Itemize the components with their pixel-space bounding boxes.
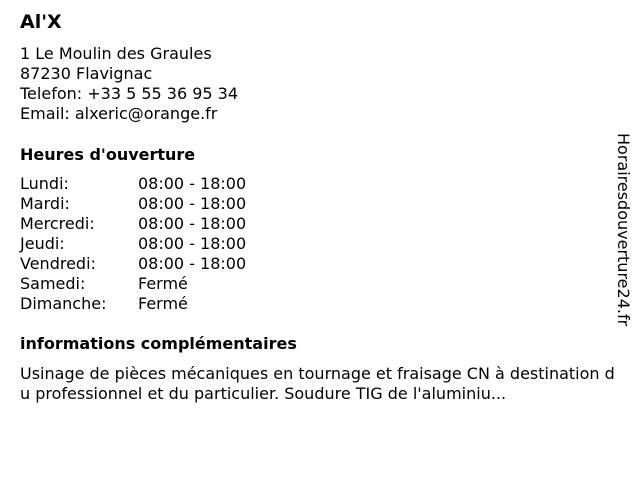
phone-number: Telefon: +33 5 55 36 95 34 <box>20 84 239 103</box>
street-address: 1 Le Moulin des Graules <box>20 44 212 63</box>
company-name: Al'X <box>20 11 62 33</box>
additional-info-heading: informations complémentaires <box>20 334 297 353</box>
city-postal: 87230 Flavignac <box>20 64 153 83</box>
opening-hours-table <box>20 174 246 314</box>
hours-row-saturday <box>20 274 246 294</box>
hours-value: Fermé <box>138 274 188 293</box>
hours-row-wednesday <box>20 214 246 234</box>
hours-value: 08:00 - 18:00 <box>138 194 247 213</box>
email-address: Email: alxeric@orange.fr <box>20 104 218 123</box>
day-label: Vendredi: <box>20 254 96 273</box>
business-description: Usinage de pièces mécaniques en tournage et fraisage CN à destination du professionnel et du particulier. Soudure TIG de l'aluminiu... <box>20 364 615 403</box>
hours-value: 08:00 - 18:00 <box>138 214 247 233</box>
day-label: Mardi: <box>20 194 70 213</box>
hours-value: 08:00 - 18:00 <box>138 254 247 273</box>
hours-value: 08:00 - 18:00 <box>138 234 247 253</box>
hours-row-thursday <box>20 234 246 254</box>
hours-row-tuesday <box>20 194 246 214</box>
opening-hours-heading: Heures d'ouverture <box>20 145 196 164</box>
hours-row-monday <box>20 174 246 194</box>
day-label: Samedi: <box>20 274 86 293</box>
day-label: Jeudi: <box>20 234 65 253</box>
hours-row-sunday <box>20 294 246 314</box>
day-label: Lundi: <box>20 174 69 193</box>
hours-row-friday <box>20 254 246 274</box>
day-label: Mercredi: <box>20 214 95 233</box>
hours-value: 08:00 - 18:00 <box>138 174 247 193</box>
day-label: Dimanche: <box>20 294 107 313</box>
address-block <box>20 44 238 124</box>
site-watermark: Horairesdouverture24.fr <box>614 133 633 327</box>
hours-value: Fermé <box>138 294 188 313</box>
